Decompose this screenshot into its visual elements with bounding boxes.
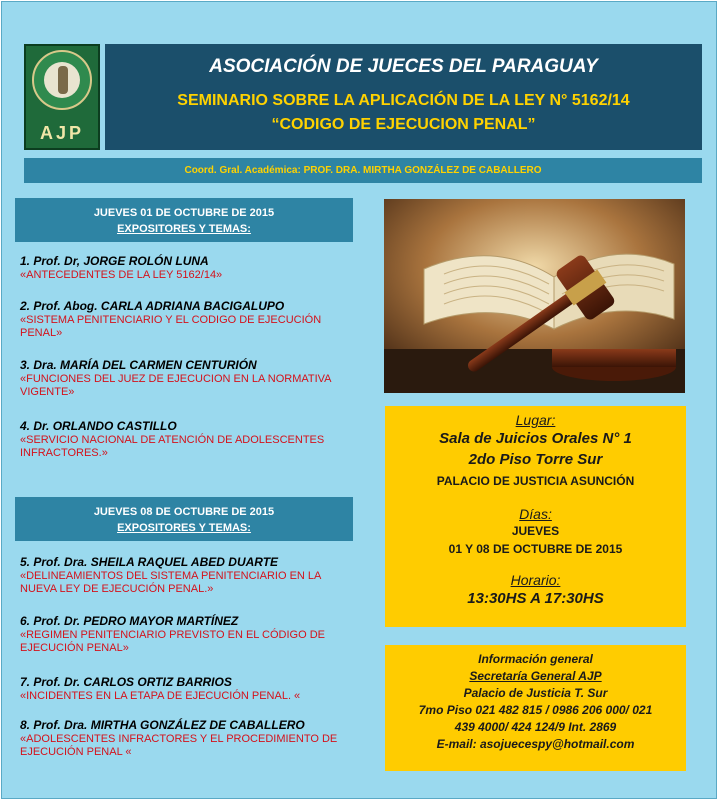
speaker-name: Prof. Dra. SHEILA RAQUEL ABED DUARTE [33, 555, 279, 569]
speaker-name: Prof. Dr. PEDRO MAYOR MARTÍNEZ [33, 614, 239, 628]
venue-floor: 2do Piso Torre Sur [468, 451, 603, 468]
flyer [1, 1, 717, 799]
day-2-date: JUEVES 08 DE OCTUBRE DE 2015 [93, 506, 275, 518]
contact-place: Palacio de Justicia T. Sur [463, 686, 608, 700]
speaker-name: Dra. MARÍA DEL CARMEN CENTURIÓN [33, 358, 257, 372]
speaker-topic: «DELINEAMIENTOS DEL SISTEMA PENITENCIARIO EN LA NUEVA LEY DE EJECUCIÓN PENAL.» [20, 570, 321, 595]
speaker-name: Prof. Dra. MIRTHA GONZÁLEZ DE CABALLERO [33, 718, 305, 732]
venue-building: PALACIO DE JUSTICIA ASUNCIÓN [436, 474, 635, 488]
day-1-date: JUEVES 01 DE OCTUBRE DE 2015 [93, 207, 275, 219]
speaker-item [20, 718, 355, 759]
speaker-number: 7. [20, 675, 31, 689]
seminar-subtitle: SEMINARIO SOBRE LA APLICACIÓN DE LA LEY N° 5162/14 [177, 92, 630, 109]
venue-room: Sala de Juicios Orales N° 1 [439, 430, 632, 447]
seminar-subtitle-2: “CODIGO DE EJECUCION PENAL” [271, 116, 536, 133]
speaker-item [20, 299, 355, 340]
speaker-item [20, 254, 355, 282]
contact-secretariat: Secretaría General AJP [469, 669, 602, 683]
venue-dates: 01 Y 08 DE OCTUBRE DE 2015 [448, 542, 623, 556]
coordinator-bar: Coord. Gral. Académica: PROF. DRA. MIRTHA GONZÁLEZ DE CABALLERO [24, 158, 702, 183]
speaker-item [20, 419, 355, 460]
speaker-topic: «SISTEMA PENITENCIARIO Y EL CODIGO DE EJECUCIÓN PENAL» [20, 314, 322, 339]
lugar-label: Lugar: [515, 412, 556, 428]
speaker-item [20, 614, 355, 655]
day-1-label: EXPOSITORES Y TEMAS: [117, 223, 251, 235]
speaker-item [20, 555, 355, 596]
venue-weekday: JUEVES [511, 524, 560, 538]
title-banner [105, 44, 702, 150]
speaker-number: 8. [20, 718, 31, 732]
speaker-topic: «FUNCIONES DEL JUEZ DE EJECUCION EN LA NORMATIVA VIGENTE» [20, 373, 331, 398]
speaker-topic: «ANTECEDENTES DE LA LEY 5162/14» [20, 269, 223, 281]
speaker-number: 2. [20, 299, 31, 313]
ajp-logo [24, 44, 100, 150]
speaker-topic: «REGIMEN PENITENCIARIO PREVISTO EN EL CÓDIGO DE EJECUCIÓN PENAL» [20, 629, 326, 654]
speaker-name: Prof. Abog. CARLA ADRIANA BACIGALUPO [33, 299, 285, 313]
day-2-label: EXPOSITORES Y TEMAS: [117, 522, 251, 534]
speaker-number: 1. [20, 254, 31, 268]
speaker-number: 4. [20, 419, 31, 433]
speaker-item [20, 358, 355, 399]
speaker-name: Prof. Dr, JORGE ROLÓN LUNA [33, 254, 209, 268]
speaker-name: Prof. Dr. CARLOS ORTIZ BARRIOS [33, 675, 232, 689]
contact-heading: Información general [478, 652, 593, 666]
speaker-item [20, 675, 355, 703]
association-title: ASOCIACIÓN DE JUECES DEL PARAGUAY [209, 56, 598, 77]
speaker-name: Dr. ORLANDO CASTILLO [33, 419, 177, 433]
contact-email: E-mail: asojuecespy@hotmail.com [436, 737, 635, 751]
venue-hours: 13:30HS A 17:30HS [467, 590, 604, 607]
speaker-topic: «SERVICIO NACIONAL DE ATENCIÓN DE ADOLESCENTES INFRACTORES.» [20, 434, 325, 459]
venue-info-box [385, 406, 686, 627]
horario-label: Horario: [510, 572, 561, 588]
seal-icon [32, 50, 92, 110]
contact-info-box [385, 645, 686, 771]
gavel-book-photo [384, 199, 685, 393]
day-2-header [15, 497, 353, 541]
gavel-icon [384, 199, 685, 393]
speaker-number: 6. [20, 614, 31, 628]
dias-label: Días: [519, 506, 552, 522]
speaker-topic: «INCIDENTES EN LA ETAPA DE EJECUCIÓN PENAL. « [20, 690, 301, 702]
speaker-number: 5. [20, 555, 31, 569]
contact-phones-2: 439 4000/ 424 124/9 Int. 2869 [454, 720, 617, 734]
speaker-topic: «ADOLESCENTES INFRACTORES Y EL PROCEDIMIENTO DE EJECUCIÓN PENAL « [20, 733, 338, 758]
logo-text: AJP [39, 123, 84, 143]
day-1-header [15, 198, 353, 242]
speaker-number: 3. [20, 358, 31, 372]
contact-phones: 7mo Piso 021 482 815 / 0986 206 000/ 021 [418, 703, 653, 717]
